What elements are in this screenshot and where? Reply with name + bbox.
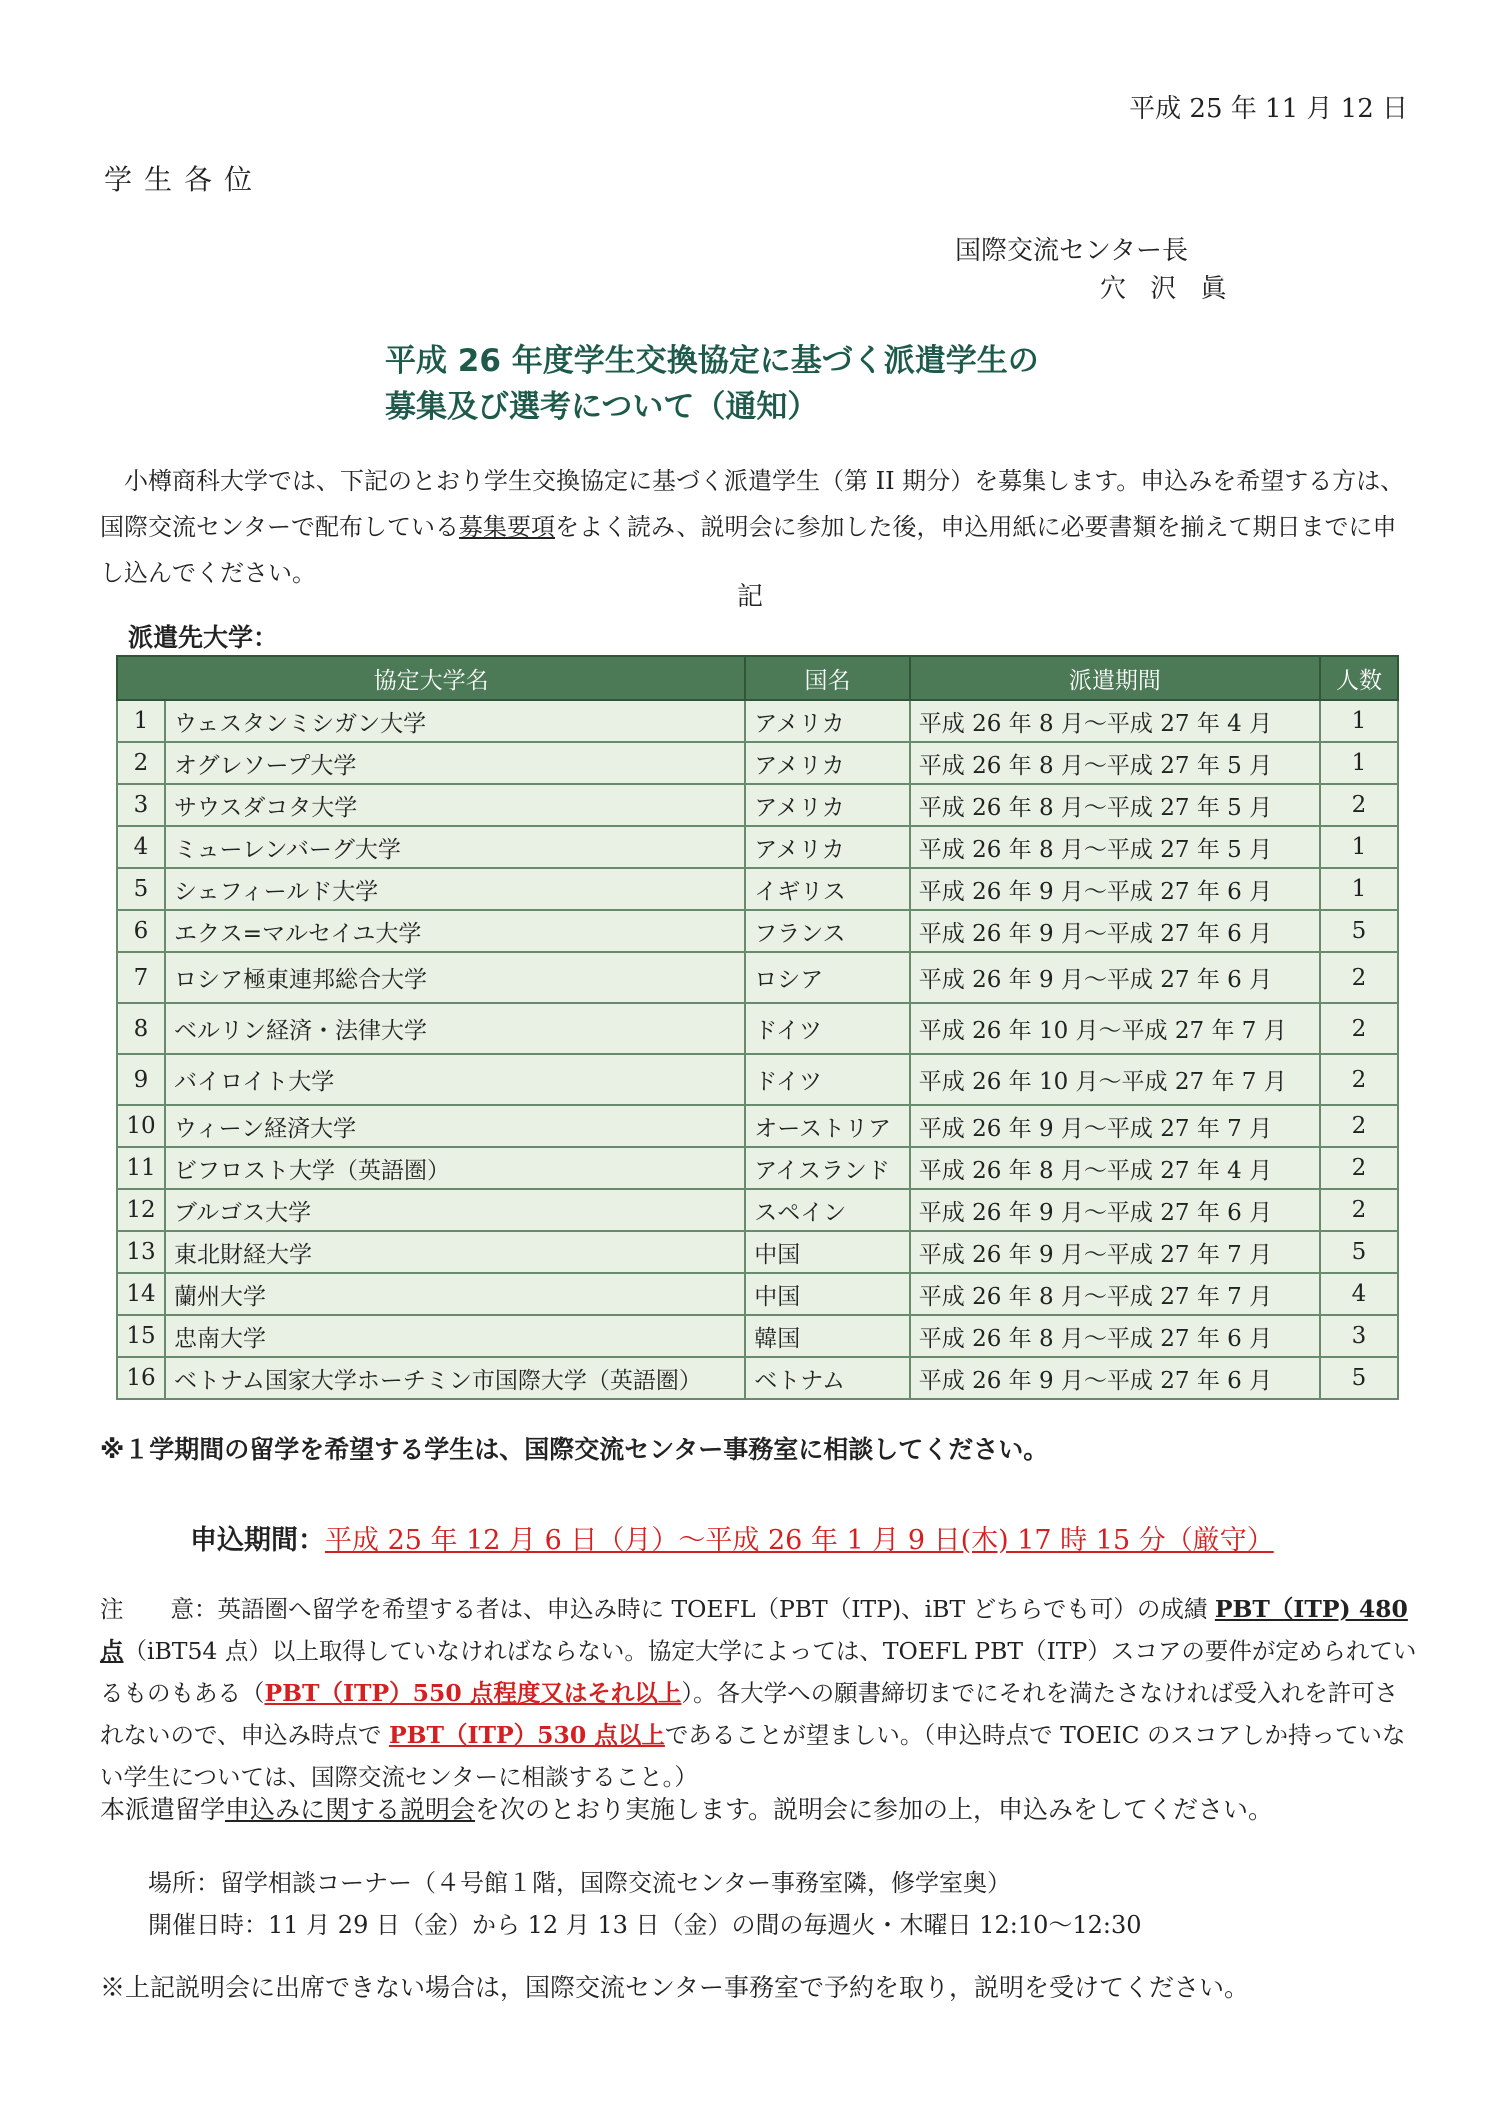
student-count: 5	[1320, 1357, 1398, 1399]
sender-organization: 国際交流センター長	[955, 236, 1188, 266]
row-number: 10	[117, 1105, 165, 1147]
caution-paragraph	[100, 1588, 1420, 1798]
session-details	[148, 1862, 1142, 1946]
row-number: 15	[117, 1315, 165, 1357]
toefl-partner-requirement: PBT（ITP）550 点程度又はそれ以上	[264, 1679, 682, 1707]
dispatch-period: 平成 26 年 8 月～平成 27 年 5 月	[910, 826, 1320, 868]
country: アメリカ	[745, 826, 910, 868]
guidelines-link: 募集要項	[459, 513, 556, 541]
row-number: 2	[117, 742, 165, 784]
session-place: 場所：留学相談コーナー（４号館１階，国際交流センター事務室隣，修学室奥）	[148, 1869, 1012, 1897]
dispatch-period: 平成 26 年 8 月～平成 27 年 7 月	[910, 1273, 1320, 1315]
session-datetime: 開催日時：11 月 29 日（金）から 12 月 13 日（金）の間の毎週火・木曜日 12:10～12:30	[148, 1911, 1142, 1939]
header-period: 派遣期間	[910, 656, 1320, 700]
country: アイスランド	[745, 1147, 910, 1189]
country: オーストリア	[745, 1105, 910, 1147]
student-count: 2	[1320, 1054, 1398, 1105]
info-session-paragraph	[100, 1790, 1273, 1826]
table-row	[117, 1357, 1398, 1399]
country: フランス	[745, 910, 910, 952]
table-row	[117, 1315, 1398, 1357]
session-text-1: 本派遣留学	[100, 1795, 226, 1824]
country: ロシア	[745, 952, 910, 1003]
header-count: 人数	[1320, 656, 1398, 700]
university-name: シェフィールド大学	[165, 868, 745, 910]
dispatch-period: 平成 26 年 8 月～平成 27 年 4 月	[910, 1147, 1320, 1189]
table-row	[117, 1105, 1398, 1147]
student-count: 1	[1320, 742, 1398, 784]
dispatch-period: 平成 26 年 9 月～平成 27 年 6 月	[910, 910, 1320, 952]
caution-text-4: であることが望ましい。（申込時点で TOEIC のスコアしか持っていない学生については、国際交流センターに相談すること。）	[100, 1721, 1406, 1791]
student-count: 4	[1320, 1273, 1398, 1315]
student-count: 2	[1320, 1105, 1398, 1147]
toefl-minimum: PBT（ITP) 480 点	[100, 1595, 1408, 1665]
student-count: 2	[1320, 784, 1398, 826]
table-row	[117, 1189, 1398, 1231]
caution-text-1: 注 意：英語圏へ留学を希望する者は、申込み時に TOEFL（PBT（ITP)、iBT どちらでも可）の成績	[100, 1595, 1215, 1623]
table-row	[117, 868, 1398, 910]
document-date: 平成 25 年 11 月 12 日	[1129, 94, 1408, 124]
country: 中国	[745, 1231, 910, 1273]
university-name: ベルリン経済・法律大学	[165, 1003, 745, 1054]
university-name: ベトナム国家大学ホーチミン市国際大学（英語圏）	[165, 1357, 745, 1399]
country: イギリス	[745, 868, 910, 910]
university-name: ロシア極東連邦総合大学	[165, 952, 745, 1003]
dispatch-period: 平成 26 年 9 月～平成 27 年 6 月	[910, 952, 1320, 1003]
student-count: 2	[1320, 1189, 1398, 1231]
row-number: 5	[117, 868, 165, 910]
document-title	[385, 338, 1039, 430]
student-count: 1	[1320, 868, 1398, 910]
info-session-title: 申込みに関する説明会	[225, 1795, 476, 1824]
row-number: 4	[117, 826, 165, 868]
row-number: 12	[117, 1189, 165, 1231]
dispatch-period: 平成 26 年 8 月～平成 27 年 5 月	[910, 742, 1320, 784]
title-line-2: 募集及び選考について（通知）	[385, 389, 819, 425]
student-count: 2	[1320, 952, 1398, 1003]
dispatch-period: 平成 26 年 8 月～平成 27 年 5 月	[910, 784, 1320, 826]
header-country: 国名	[745, 656, 910, 700]
row-number: 3	[117, 784, 165, 826]
one-semester-note: ※１学期間の留学を希望する学生は、国際交流センター事務室に相談してください。	[100, 1435, 1049, 1464]
university-name: ウィーン経済大学	[165, 1105, 745, 1147]
addressee: 学生各位	[104, 163, 265, 196]
sender-name: 穴 沢 眞	[1100, 274, 1235, 304]
dispatch-period: 平成 26 年 9 月～平成 27 年 7 月	[910, 1231, 1320, 1273]
table-row	[117, 1231, 1398, 1273]
university-name: エクス=マルセイユ大学	[165, 910, 745, 952]
dispatch-period: 平成 26 年 10 月～平成 27 年 7 月	[910, 1054, 1320, 1105]
row-number: 9	[117, 1054, 165, 1105]
table-row	[117, 1054, 1398, 1105]
row-number: 11	[117, 1147, 165, 1189]
row-number: 13	[117, 1231, 165, 1273]
university-name: 忠南大学	[165, 1315, 745, 1357]
student-count: 5	[1320, 910, 1398, 952]
partner-universities-table	[116, 655, 1399, 1400]
country: ドイツ	[745, 1054, 910, 1105]
title-line-1: 平成 26 年度学生交換協定に基づく派遣学生の	[385, 343, 1039, 379]
dispatch-period: 平成 26 年 9 月～平成 27 年 6 月	[910, 1189, 1320, 1231]
header-university: 協定大学名	[117, 656, 745, 700]
country: アメリカ	[745, 700, 910, 742]
table-row	[117, 826, 1398, 868]
ki-heading: 記	[736, 582, 763, 612]
table-row	[117, 952, 1398, 1003]
student-count: 2	[1320, 1147, 1398, 1189]
dispatch-period: 平成 26 年 9 月～平成 27 年 6 月	[910, 868, 1320, 910]
university-name: オグレソープ大学	[165, 742, 745, 784]
caution-text-3: ）。各大学への願書締切までにそれを満たさなければ受入れを許可されないので、申込み時点で	[100, 1679, 1399, 1749]
country: ベトナム	[745, 1357, 910, 1399]
student-count: 3	[1320, 1315, 1398, 1357]
row-number: 8	[117, 1003, 165, 1054]
destinations-label: 派遣先大学：	[128, 623, 279, 652]
table-row	[117, 910, 1398, 952]
university-name: ミューレンバーグ大学	[165, 826, 745, 868]
table-row	[117, 1003, 1398, 1054]
row-number: 7	[117, 952, 165, 1003]
dispatch-period: 平成 26 年 8 月～平成 27 年 6 月	[910, 1315, 1320, 1357]
country: スペイン	[745, 1189, 910, 1231]
country: アメリカ	[745, 742, 910, 784]
caution-text-2: （iBT54 点）以上取得していなければならない。協定大学によっては、TOEFL PBT（ITP）スコアの要件が定められているものもある（	[100, 1637, 1417, 1707]
intro-text-1: 小樽商科大学では、下記のとおり学生交換協定に基づく派遣学生（第 II 期分）を募集します。申込みを希望する方は、国際交流センターで配布している	[100, 467, 1405, 541]
student-count: 1	[1320, 826, 1398, 868]
university-name: 東北財経大学	[165, 1231, 745, 1273]
student-count: 2	[1320, 1003, 1398, 1054]
student-count: 1	[1320, 700, 1398, 742]
country: 韓国	[745, 1315, 910, 1357]
table-header-row	[117, 656, 1398, 700]
table-row	[117, 1273, 1398, 1315]
application-period	[190, 1518, 1274, 1557]
table-row	[117, 742, 1398, 784]
toefl-recommended: PBT（ITP）530 点以上	[389, 1721, 665, 1749]
table-row	[117, 700, 1398, 742]
university-name: ブルゴス大学	[165, 1189, 745, 1231]
university-name: ビフロスト大学（英語圏）	[165, 1147, 745, 1189]
application-period-value: 平成 25 年 12 月 6 日（月）～平成 26 年 1 月 9 日(木) 17 時 15 分（厳守）	[325, 1525, 1274, 1556]
intro-text-2: をよく読み、説明会に参加した後，申込用紙に必要書類を揃えて期日までに申し込んでください。	[100, 513, 1397, 587]
session-text-2: を次のとおり実施します。説明会に参加の上，申込みをしてください。	[475, 1795, 1274, 1824]
row-number: 16	[117, 1357, 165, 1399]
row-number: 1	[117, 700, 165, 742]
row-number: 6	[117, 910, 165, 952]
country: アメリカ	[745, 784, 910, 826]
table-row	[117, 784, 1398, 826]
university-name: バイロイト大学	[165, 1054, 745, 1105]
university-name: サウスダコタ大学	[165, 784, 745, 826]
student-count: 5	[1320, 1231, 1398, 1273]
row-number: 14	[117, 1273, 165, 1315]
dispatch-period: 平成 26 年 8 月～平成 27 年 4 月	[910, 700, 1320, 742]
country: ドイツ	[745, 1003, 910, 1054]
application-period-label: 申込期間：	[190, 1525, 325, 1556]
university-name: 蘭州大学	[165, 1273, 745, 1315]
country: 中国	[745, 1273, 910, 1315]
dispatch-period: 平成 26 年 9 月～平成 27 年 7 月	[910, 1105, 1320, 1147]
dispatch-period: 平成 26 年 10 月～平成 27 年 7 月	[910, 1003, 1320, 1054]
table-row	[117, 1147, 1398, 1189]
university-name: ウェスタンミシガン大学	[165, 700, 745, 742]
absence-note: ※上記説明会に出席できない場合は，国際交流センター事務室で予約を取り，説明を受けてください。	[100, 1973, 1250, 2002]
dispatch-period: 平成 26 年 9 月～平成 27 年 6 月	[910, 1357, 1320, 1399]
